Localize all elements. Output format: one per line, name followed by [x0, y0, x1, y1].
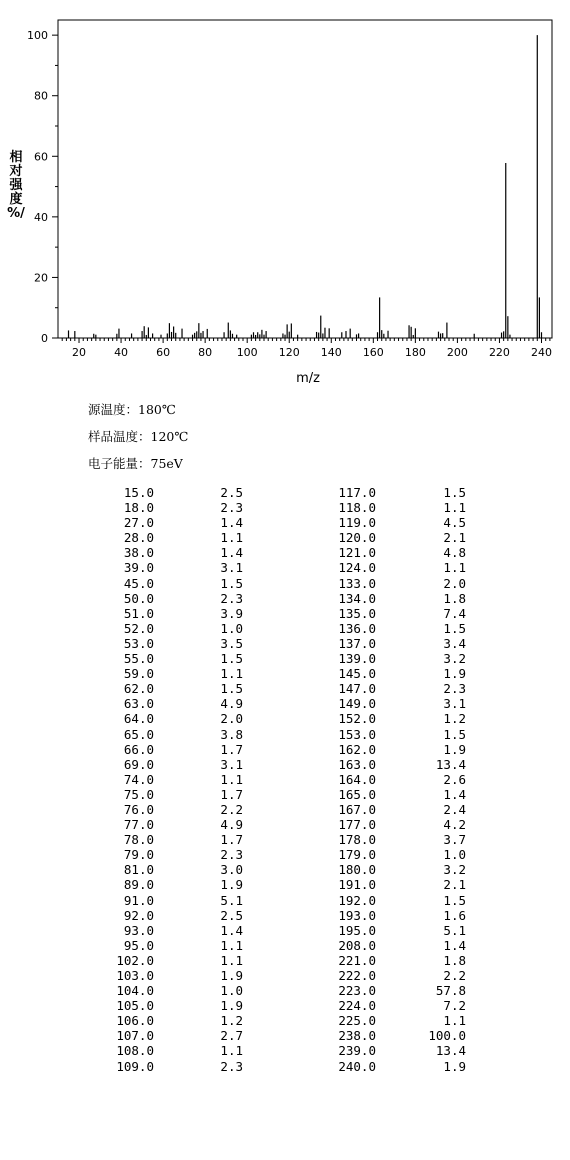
table-cell-mz: 104.0	[116, 983, 154, 999]
table-cell-mz: 74.0	[123, 771, 154, 787]
table-cell-mz: 59.0	[123, 666, 154, 682]
table-cell-intensity: 3.1	[443, 696, 466, 712]
table-cell-mz: 179.0	[338, 847, 376, 863]
table-cell-mz: 224.0	[338, 998, 376, 1014]
table-cell-intensity: 3.9	[220, 605, 243, 621]
table-row	[0, 591, 570, 606]
table-cell-mz: 222.0	[338, 968, 376, 983]
table-cell-intensity: 1.1	[220, 1043, 243, 1059]
table-cell-intensity: 2.6	[443, 771, 466, 787]
table-row	[0, 515, 570, 530]
table-cell-mz: 18.0	[123, 500, 154, 516]
table-row	[0, 923, 570, 938]
table-cell-mz: 192.0	[338, 892, 376, 908]
table-cell-mz: 39.0	[123, 560, 154, 576]
table-cell-intensity: 4.9	[220, 817, 243, 833]
y-tick-label: 40	[34, 210, 48, 224]
table-row	[0, 651, 570, 666]
table-cell-intensity: 2.3	[443, 681, 466, 697]
table-cell-intensity: 2.5	[220, 907, 243, 923]
table-cell-mz: 133.0	[338, 575, 376, 591]
x-tick-label: 120	[278, 346, 300, 359]
table-cell-intensity: 3.1	[220, 756, 243, 772]
plot-frame	[58, 20, 552, 338]
table-cell-intensity: 3.2	[443, 651, 466, 667]
table-cell-mz: 51.0	[123, 605, 154, 621]
table-cell-intensity: 2.0	[220, 711, 243, 727]
table-cell-mz: 53.0	[123, 635, 154, 651]
table-cell-mz: 208.0	[338, 937, 376, 953]
y-axis-title-char: %/	[7, 206, 25, 221]
x-axis-ticks	[62, 338, 552, 359]
table-cell-mz: 152.0	[338, 711, 376, 727]
table-row	[0, 817, 570, 832]
table-cell-intensity: 3.0	[220, 862, 243, 878]
table-cell-mz: 63.0	[123, 696, 154, 712]
table-row	[0, 998, 570, 1013]
table-cell-intensity: 1.1	[220, 771, 243, 787]
table-cell-intensity: 1.8	[443, 952, 466, 968]
table-cell-intensity: 3.7	[443, 832, 466, 848]
table-cell-intensity: 1.9	[220, 968, 243, 983]
table-row	[0, 938, 570, 953]
table-cell-intensity: 4.2	[443, 817, 466, 833]
table-row	[0, 1013, 570, 1028]
table-cell-mz: 117.0	[338, 485, 376, 500]
table-row	[0, 953, 570, 968]
y-tick-label: 0	[41, 332, 48, 345]
table-cell-intensity: 1.5	[443, 620, 466, 636]
y-tick-label: 20	[34, 271, 48, 285]
table-cell-intensity: 5.1	[220, 892, 243, 908]
table-row	[0, 1028, 570, 1043]
table-cell-intensity: 2.2	[443, 968, 466, 983]
table-row	[0, 530, 570, 545]
table-cell-intensity: 1.0	[220, 983, 243, 999]
table-cell-mz: 239.0	[338, 1043, 376, 1059]
table-row	[0, 666, 570, 681]
table-cell-intensity: 4.9	[220, 696, 243, 712]
table-cell-intensity: 1.1	[443, 560, 466, 576]
table-cell-intensity: 2.7	[220, 1028, 243, 1044]
table-cell-mz: 136.0	[338, 620, 376, 636]
table-cell-mz: 238.0	[338, 1028, 376, 1044]
table-cell-mz: 124.0	[338, 560, 376, 576]
table-cell-mz: 191.0	[338, 877, 376, 893]
table-row	[0, 862, 570, 877]
table-cell-intensity: 1.1	[220, 937, 243, 953]
table-cell-intensity: 1.7	[220, 741, 243, 757]
table-row	[0, 696, 570, 711]
table-row	[0, 772, 570, 787]
table-row	[0, 681, 570, 696]
y-axis-title-char: 对	[9, 164, 23, 179]
table-cell-mz: 75.0	[123, 786, 154, 802]
table-cell-intensity: 2.3	[220, 847, 243, 863]
table-cell-intensity: 2.3	[220, 500, 243, 516]
table-row	[0, 847, 570, 862]
y-tick-label: 100	[27, 29, 48, 43]
table-cell-intensity: 1.5	[220, 681, 243, 697]
table-cell-mz: 91.0	[123, 892, 154, 908]
table-cell-intensity: 57.8	[435, 983, 466, 999]
electron-energy: 电子能量：75eV	[88, 456, 183, 471]
table-cell-mz: 93.0	[123, 922, 154, 938]
table-row	[0, 606, 570, 621]
x-tick-label: 240	[530, 346, 552, 359]
table-cell-intensity: 3.1	[220, 560, 243, 576]
y-axis-title-char: 相	[9, 150, 23, 165]
table-cell-intensity: 1.4	[220, 515, 243, 531]
table-cell-mz: 55.0	[123, 651, 154, 667]
table-cell-intensity: 2.3	[220, 1058, 243, 1074]
y-tick-label: 60	[34, 150, 48, 164]
table-cell-mz: 103.0	[116, 968, 154, 983]
table-cell-mz: 105.0	[116, 998, 154, 1014]
table-cell-intensity: 2.2	[220, 801, 243, 817]
table-cell-intensity: 100.0	[428, 1028, 466, 1044]
table-row	[0, 727, 570, 742]
table-row	[0, 968, 570, 983]
table-cell-intensity: 1.5	[443, 485, 466, 500]
table-cell-intensity: 1.0	[443, 847, 466, 863]
source-temperature: 源温度：180℃	[88, 402, 176, 417]
table-cell-mz: 106.0	[116, 1013, 154, 1029]
table-row	[0, 757, 570, 772]
table-row	[0, 908, 570, 923]
table-cell-intensity: 13.4	[435, 756, 466, 772]
table-cell-mz: 95.0	[123, 937, 154, 953]
table-cell-mz: 134.0	[338, 590, 376, 606]
table-cell-intensity: 1.2	[220, 1013, 243, 1029]
table-cell-mz: 139.0	[338, 651, 376, 667]
y-axis-title-char: 度	[9, 192, 23, 207]
table-row	[0, 742, 570, 757]
x-tick-label: 160	[362, 346, 384, 359]
table-cell-intensity: 1.9	[443, 741, 466, 757]
table-cell-intensity: 1.1	[443, 500, 466, 516]
table-cell-intensity: 1.0	[220, 620, 243, 636]
table-cell-intensity: 1.5	[220, 651, 243, 667]
mass-spectrum-chart	[0, 0, 570, 390]
table-cell-mz: 102.0	[116, 952, 154, 968]
table-cell-mz: 28.0	[123, 530, 154, 546]
table-cell-intensity: 13.4	[435, 1043, 466, 1059]
x-tick-label: 220	[488, 346, 510, 359]
table-row	[0, 576, 570, 591]
table-cell-intensity: 1.1	[220, 530, 243, 546]
x-tick-label: 200	[446, 346, 468, 359]
table-cell-mz: 223.0	[338, 983, 376, 999]
table-cell-intensity: 1.1	[220, 666, 243, 682]
table-cell-intensity: 1.4	[220, 922, 243, 938]
table-cell-intensity: 3.5	[220, 635, 243, 651]
table-cell-intensity: 1.9	[443, 1058, 466, 1074]
x-tick-label: 100	[236, 346, 258, 359]
table-row	[0, 485, 570, 500]
table-cell-intensity: 3.2	[443, 862, 466, 878]
table-cell-intensity: 1.1	[220, 952, 243, 968]
table-cell-intensity: 2.1	[443, 877, 466, 893]
table-cell-mz: 177.0	[338, 817, 376, 833]
table-row	[0, 1059, 570, 1074]
table-cell-mz: 195.0	[338, 922, 376, 938]
table-cell-mz: 135.0	[338, 605, 376, 621]
table-cell-intensity: 3.8	[220, 726, 243, 742]
x-tick-label: 140	[320, 346, 342, 359]
table-row	[0, 545, 570, 560]
table-row	[0, 621, 570, 636]
table-cell-mz: 79.0	[123, 847, 154, 863]
table-cell-mz: 119.0	[338, 515, 376, 531]
y-axis-title	[7, 149, 25, 221]
table-cell-mz: 178.0	[338, 832, 376, 848]
table-cell-mz: 118.0	[338, 500, 376, 516]
table-cell-mz: 65.0	[123, 726, 154, 742]
table-cell-mz: 221.0	[338, 952, 376, 968]
table-cell-mz: 193.0	[338, 907, 376, 923]
table-cell-mz: 107.0	[116, 1028, 154, 1044]
table-row	[0, 500, 570, 515]
table-cell-mz: 121.0	[338, 545, 376, 561]
table-cell-mz: 145.0	[338, 666, 376, 682]
table-cell-mz: 89.0	[123, 877, 154, 893]
table-cell-intensity: 1.4	[443, 786, 466, 802]
table-cell-mz: 162.0	[338, 741, 376, 757]
y-tick-label: 80	[34, 89, 48, 103]
table-cell-intensity: 1.4	[220, 545, 243, 561]
table-cell-mz: 180.0	[338, 862, 376, 878]
table-cell-intensity: 2.3	[220, 590, 243, 606]
table-cell-intensity: 1.9	[220, 998, 243, 1014]
x-tick-label: 20	[72, 346, 87, 359]
table-cell-mz: 164.0	[338, 771, 376, 787]
table-cell-mz: 69.0	[123, 756, 154, 772]
table-cell-mz: 76.0	[123, 801, 154, 817]
table-cell-mz: 167.0	[338, 801, 376, 817]
table-cell-intensity: 1.5	[220, 575, 243, 591]
table-cell-intensity: 2.1	[443, 530, 466, 546]
table-row	[0, 802, 570, 817]
table-row	[0, 711, 570, 726]
sample-temperature: 样品温度：120℃	[88, 429, 189, 444]
table-cell-mz: 240.0	[338, 1058, 376, 1074]
table-cell-intensity: 1.9	[443, 666, 466, 682]
table-cell-mz: 153.0	[338, 726, 376, 742]
table-cell-mz: 149.0	[338, 696, 376, 712]
table-row	[0, 832, 570, 847]
table-cell-intensity: 1.4	[443, 937, 466, 953]
table-cell-mz: 109.0	[116, 1058, 154, 1074]
table-cell-mz: 137.0	[338, 635, 376, 651]
table-cell-intensity: 4.8	[443, 545, 466, 561]
table-cell-mz: 38.0	[123, 545, 154, 561]
table-cell-intensity: 7.2	[443, 998, 466, 1014]
table-cell-intensity: 1.7	[220, 832, 243, 848]
table-row	[0, 877, 570, 892]
table-row	[0, 787, 570, 802]
table-cell-mz: 81.0	[123, 862, 154, 878]
table-cell-mz: 120.0	[338, 530, 376, 546]
table-cell-mz: 77.0	[123, 817, 154, 833]
table-cell-mz: 52.0	[123, 620, 154, 636]
x-tick-label: 180	[404, 346, 426, 359]
table-cell-intensity: 4.5	[443, 515, 466, 531]
table-cell-intensity: 2.5	[220, 485, 243, 500]
table-cell-intensity: 5.1	[443, 922, 466, 938]
table-cell-intensity: 2.4	[443, 801, 466, 817]
table-cell-mz: 165.0	[338, 786, 376, 802]
table-cell-intensity: 1.6	[443, 907, 466, 923]
table-cell-mz: 78.0	[123, 832, 154, 848]
x-axis-title: m/z	[296, 371, 320, 386]
y-axis-ticks	[27, 29, 58, 345]
table-row	[0, 983, 570, 998]
table-cell-intensity: 1.2	[443, 711, 466, 727]
spectrum-peaks	[69, 35, 542, 338]
y-axis-title-char: 强	[9, 178, 23, 193]
table-cell-mz: 163.0	[338, 756, 376, 772]
table-cell-mz: 66.0	[123, 741, 154, 757]
table-cell-mz: 50.0	[123, 590, 154, 606]
table-cell-mz: 15.0	[123, 485, 154, 500]
x-tick-label: 40	[114, 346, 129, 359]
peak-table	[0, 485, 570, 1074]
table-cell-mz: 64.0	[123, 711, 154, 727]
table-row	[0, 636, 570, 651]
table-row	[0, 893, 570, 908]
table-cell-intensity: 1.5	[443, 892, 466, 908]
table-cell-intensity: 1.1	[443, 1013, 466, 1029]
table-cell-mz: 45.0	[123, 575, 154, 591]
x-tick-label: 60	[156, 346, 171, 359]
table-cell-intensity: 2.0	[443, 575, 466, 591]
table-cell-mz: 147.0	[338, 681, 376, 697]
table-cell-intensity: 1.7	[220, 786, 243, 802]
table-cell-intensity: 1.9	[220, 877, 243, 893]
table-cell-mz: 27.0	[123, 515, 154, 531]
table-cell-mz: 62.0	[123, 681, 154, 697]
table-row	[0, 560, 570, 575]
x-tick-label: 80	[198, 346, 213, 359]
table-cell-intensity: 1.5	[443, 726, 466, 742]
table-cell-intensity: 1.8	[443, 590, 466, 606]
table-cell-intensity: 3.4	[443, 635, 466, 651]
table-cell-mz: 225.0	[338, 1013, 376, 1029]
table-cell-intensity: 7.4	[443, 605, 466, 621]
table-cell-mz: 108.0	[116, 1043, 154, 1059]
table-cell-mz: 92.0	[123, 907, 154, 923]
table-row	[0, 1043, 570, 1058]
